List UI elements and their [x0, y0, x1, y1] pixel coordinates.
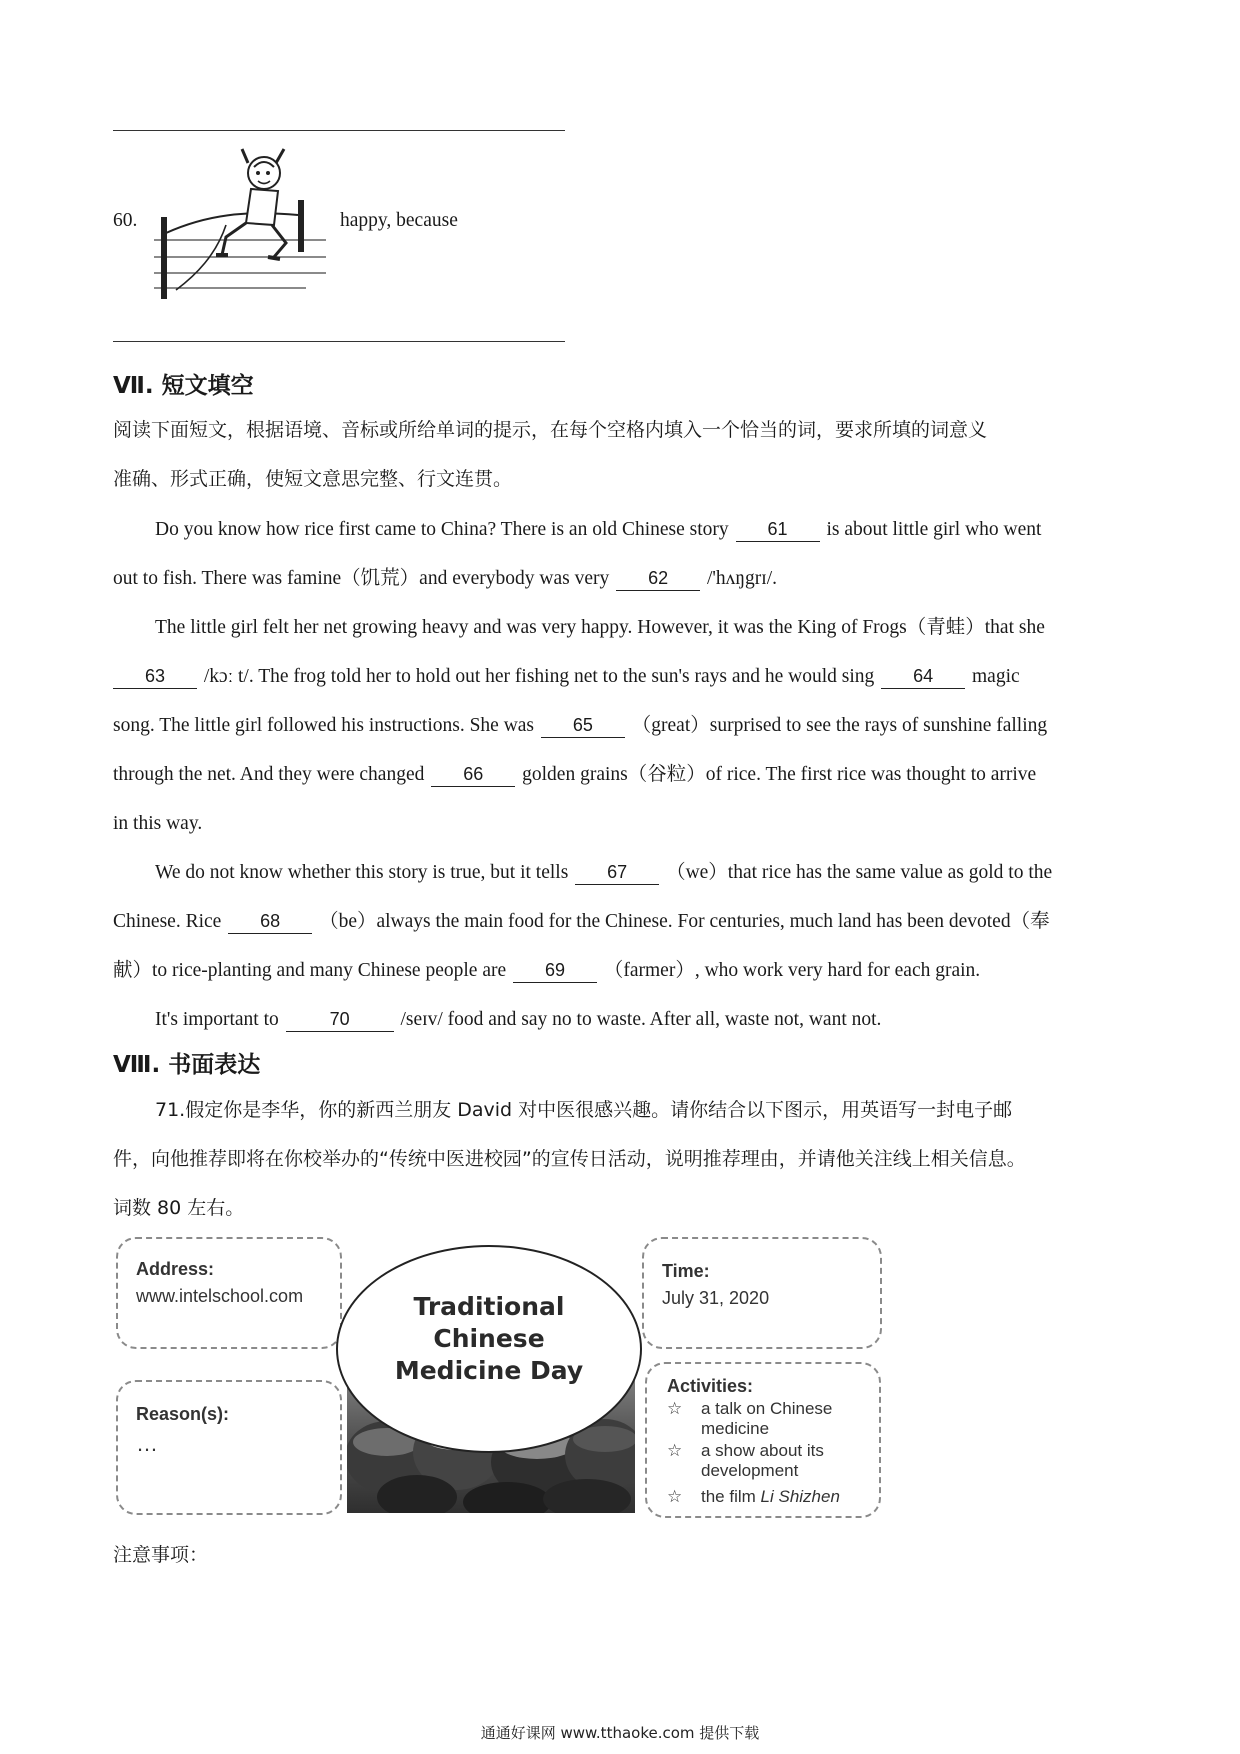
hurdle-runner-illustration [146, 145, 342, 305]
question-60-tail: happy, because [340, 210, 458, 231]
blank-68[interactable]: 68 [228, 909, 312, 934]
film-title: Li Shizhen [760, 1487, 840, 1506]
section-7-instruction: 阅读下面短文，根据语境、音标或所给单词的提示，在每个空格内填入一个恰当的词，要求所填的词意义 准确、形式正确，使短文意思完整、行文连贯。 [113, 419, 988, 490]
section-heading-8: Ⅷ. 书面表达 [113, 1052, 261, 1078]
blank-62[interactable]: 62 [616, 566, 700, 591]
blank-61[interactable]: 61 [736, 517, 820, 542]
answer-line-top [113, 130, 565, 131]
poster-title-line: Chinese [433, 1324, 545, 1353]
poster-title-line: Traditional [413, 1292, 565, 1321]
passage-line: We do not know whether this story is true, but it tells 67 （we）that rice has the same value as gold to the [155, 862, 1053, 883]
passage-line: It's important to 70 /seɪv/ food and say no to waste. After all, waste not, want not. [155, 1009, 882, 1030]
cloze-passage [113, 505, 1133, 1044]
address-value: www.intelschool.com [136, 1286, 304, 1306]
passage-line: song. The little girl followed his instructions. She was 65 （great）surprised to see the rays of sunshine falling [113, 715, 1048, 736]
blank-64[interactable]: 64 [881, 664, 965, 689]
passage-line: 献）to rice-planting and many Chinese people are 69 （farmer）, who work very hard for each grain. [113, 960, 981, 981]
section-heading-7: Ⅶ. 短文填空 [113, 373, 254, 399]
activities-label: Activities: [667, 1376, 754, 1396]
time-value: July 31, 2020 [662, 1288, 770, 1308]
star-icon: ☆ [667, 1487, 683, 1506]
activity-item: ☆ a talk on Chinese medicine [667, 1399, 833, 1438]
poster-title-oval [336, 1245, 642, 1453]
passage-line: through the net. And they were changed 66 golden grains（谷粒）of rice. The first rice was thought to arrive [113, 764, 1037, 785]
blank-69[interactable]: 69 [513, 958, 597, 983]
reason-box [116, 1380, 342, 1515]
blank-67[interactable]: 67 [575, 860, 659, 885]
activities-box [645, 1362, 881, 1518]
answer-line-60 [113, 341, 565, 342]
time-label: Time: [662, 1261, 710, 1281]
passage-line: Do you know how rice first came to China? There is an old Chinese story 61 is about little girl who went [155, 519, 1042, 540]
blank-66[interactable]: 66 [431, 762, 515, 787]
star-icon: ☆ [667, 1399, 683, 1418]
address-label: Address: [136, 1259, 215, 1279]
activity-item: ☆ a show about its development [667, 1441, 824, 1480]
passage-line: Chinese. Rice 68 （be）always the main food for the Chinese. For centuries, much land has been devoted（奉 [113, 911, 1050, 932]
question-number: 60. [113, 210, 138, 231]
passage-line: 63 /kɔː t/. The frog told her to hold out her fishing net to the sun's rays and he would sing 64 magic [113, 652, 1133, 701]
blank-65[interactable]: 65 [541, 713, 625, 738]
poster-title-line: Medicine Day [394, 1356, 584, 1385]
passage-line: in this way. [113, 813, 203, 834]
time-box [642, 1237, 882, 1349]
reason-value: … [136, 1431, 158, 1456]
blank-70[interactable]: 70 [286, 1007, 394, 1032]
reason-label: Reason(s): [136, 1404, 230, 1424]
passage-line: out to fish. There was famine（饥荒）and everybody was very 62 /'hʌŋgrɪ/. [113, 568, 778, 589]
writing-task: 71.假定你是李华，你的新西兰朋友 David 对中医很感兴趣。请你结合以下图示，用英语写一封电子邮 件，向他推荐即将在你校举办的“传统中医进校园”的宣传日活动，说明推荐理由，并请他关注线上相关信息。 词数 80 左右。 [113, 1099, 1026, 1219]
address-box [116, 1237, 342, 1349]
activity-item: ☆ the film Li Shizhen [667, 1487, 840, 1506]
question-60 [113, 210, 137, 232]
star-icon: ☆ [667, 1441, 683, 1460]
blank-63[interactable]: 63 [113, 664, 197, 689]
footer-credit: 通通好课网 www.tthaoke.com 提供下载 [480, 1724, 760, 1742]
notes-label: 注意事项： [113, 1544, 209, 1566]
passage-line: The little girl felt her net growing heavy and was very happy. However, it was the King of Frogs（青蛙）that she [155, 617, 1045, 638]
